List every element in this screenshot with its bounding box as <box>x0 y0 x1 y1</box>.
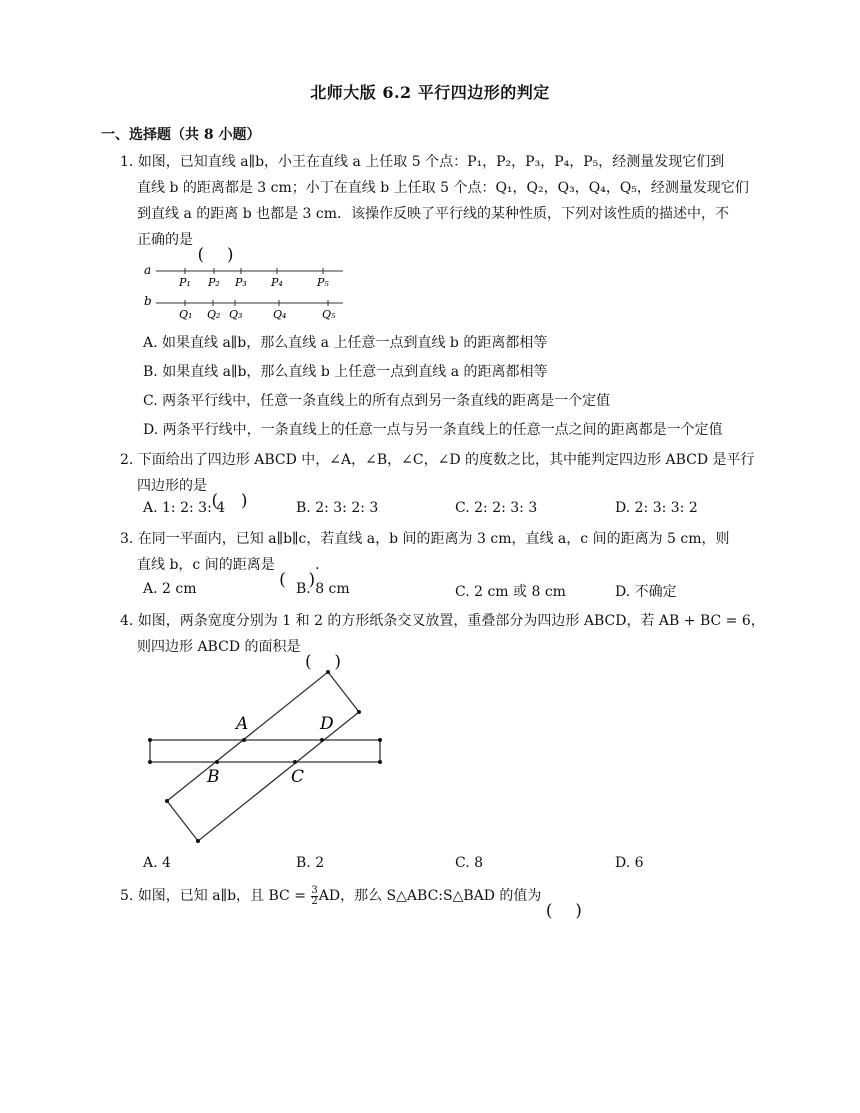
option-b[interactable]: B. 2 <box>296 855 325 871</box>
question-number: 3. <box>120 531 134 547</box>
point-p2-label: P₂ <box>208 276 220 289</box>
question-2-line-2 <box>137 473 782 499</box>
vertex-b-label: B <box>207 767 220 787</box>
options-row <box>143 855 763 877</box>
question-text-line: 则四边形 ABCD 的面积是 <box>137 639 301 655</box>
option-a[interactable]: A. 2 cm <box>143 581 197 597</box>
question-text-line: 在同一平面内，已知 a∥b∥c，若直线 a，b 间的距离为 3 cm，直线 a，c 间的距离为 5 cm，则 <box>137 531 730 547</box>
point-p4-label: P₄ <box>271 276 283 289</box>
option-a[interactable]: A. 如果直线 a∥b，那么直线 a 上任意一点到直线 b 的距离都相等 <box>143 335 548 351</box>
option-c[interactable]: C. 2: 2: 3: 3 <box>455 500 538 516</box>
point-q4-label: Q₄ <box>273 308 287 321</box>
question-3 <box>120 526 765 552</box>
point-q1-label: Q₁ <box>179 308 193 321</box>
option-a[interactable]: A. 4 <box>143 855 171 871</box>
fraction-numerator: 3 <box>311 884 318 896</box>
question-1 <box>120 149 765 175</box>
point-p3-label: P₃ <box>235 276 247 289</box>
question-4 <box>120 608 765 634</box>
question-text-line: 下面给出了四边形 ABCD 中，∠A，∠B，∠C，∠D 的度数之比，其中能判定四边形 ABCD 是平行 <box>137 452 755 468</box>
option-d[interactable]: D. 两条平行线中，一条直线上的任意一点与另一条直线上的任意一点之间的距离都是一个定值 <box>143 422 723 438</box>
section-heading: 一、选择题（共 8 小题） <box>101 127 261 143</box>
question-text-line: 直线 b 的距离都是 3 cm；小丁在直线 b 上任取 5 个点：Q₁，Q₂，Q₃，Q₄，Q₅，经测量发现它们 <box>137 180 749 196</box>
options-row <box>143 581 763 603</box>
question-3-line-2 <box>137 552 782 578</box>
option-c[interactable]: C. 两条平行线中，任意一条直线上的所有点到另一条直线的距离是一个定值 <box>143 393 611 409</box>
question-4-line-2 <box>137 634 782 660</box>
question-text-line: 直线 b，c 间的距离是 <box>137 557 275 573</box>
question-text-line: 如图，两条宽度分别为 1 和 2 的方形纸条交叉放置，重叠部分为四边形 ABCD，若 AB + BC = 6， <box>137 613 765 629</box>
question-1-line-2 <box>137 175 782 201</box>
option-c[interactable]: C. 2 cm 或 8 cm <box>455 584 566 600</box>
point-q5-label: Q₅ <box>322 308 336 321</box>
point-q2-label: Q₂ <box>207 308 221 321</box>
question-number: 5. <box>120 888 134 904</box>
question-number: 4. <box>120 613 134 629</box>
option-d[interactable]: D. 不确定 <box>615 584 677 600</box>
options-row <box>143 500 763 522</box>
vertex-a-label: A <box>236 714 249 734</box>
option-b[interactable]: B. 2: 3: 2: 3 <box>296 500 379 516</box>
question-1-line-4 <box>137 227 782 253</box>
point-q3-label: Q₃ <box>229 308 243 321</box>
question-2 <box>120 447 765 473</box>
option-b[interactable]: B. 如果直线 a∥b，那么直线 b 上任意一点到直线 a 的距离都相等 <box>143 364 548 380</box>
fraction-denominator: 2 <box>311 895 318 907</box>
option-b[interactable]: B. 8 cm <box>296 581 350 597</box>
page-title: 北师大版 6.2 平行四边形的判定 <box>310 83 550 102</box>
option-a[interactable]: A. 1: 2: 3: 4 <box>143 500 226 516</box>
question-text-line: 到直线 a 的距离 b 也都是 3 cm．该操作反映了平行线的某种性质，下列对该性质的描述中，不 <box>137 206 730 222</box>
question-text-line: 如图，已知直线 a∥b，小王在直线 a 上任取 5 个点：P₁，P₂，P₃，P₄，P₅，经测量发现它们到 <box>137 154 725 170</box>
crossed-strips-figure <box>140 665 390 845</box>
question-text-line: 如图，已知 a∥b，且 BC = <box>137 888 311 904</box>
line-a-label: a <box>144 263 152 277</box>
parallel-lines-figure <box>140 262 350 322</box>
question-tail: ． <box>315 557 330 573</box>
vertex-d-label: D <box>320 714 334 734</box>
question-1-line-3 <box>137 201 782 227</box>
question-text-line: AD，那么 S△ABC:S△BAD 的值为 <box>318 888 542 904</box>
option-d[interactable]: D. 2: 3: 3: 2 <box>615 500 698 516</box>
option-d[interactable]: D. 6 <box>615 855 644 871</box>
line-b-label: b <box>144 294 152 308</box>
question-text-line: 四边形的是 <box>137 478 207 494</box>
fraction <box>311 886 317 907</box>
question-5 <box>120 883 765 909</box>
question-number: 2. <box>120 452 134 468</box>
question-text-line: 正确的是 <box>137 232 193 248</box>
option-c[interactable]: C. 8 <box>455 855 484 871</box>
vertex-c-label: C <box>291 767 305 787</box>
point-p5-label: P₅ <box>317 276 329 289</box>
point-p1-label: P₁ <box>179 276 191 289</box>
question-number: 1. <box>120 154 134 170</box>
